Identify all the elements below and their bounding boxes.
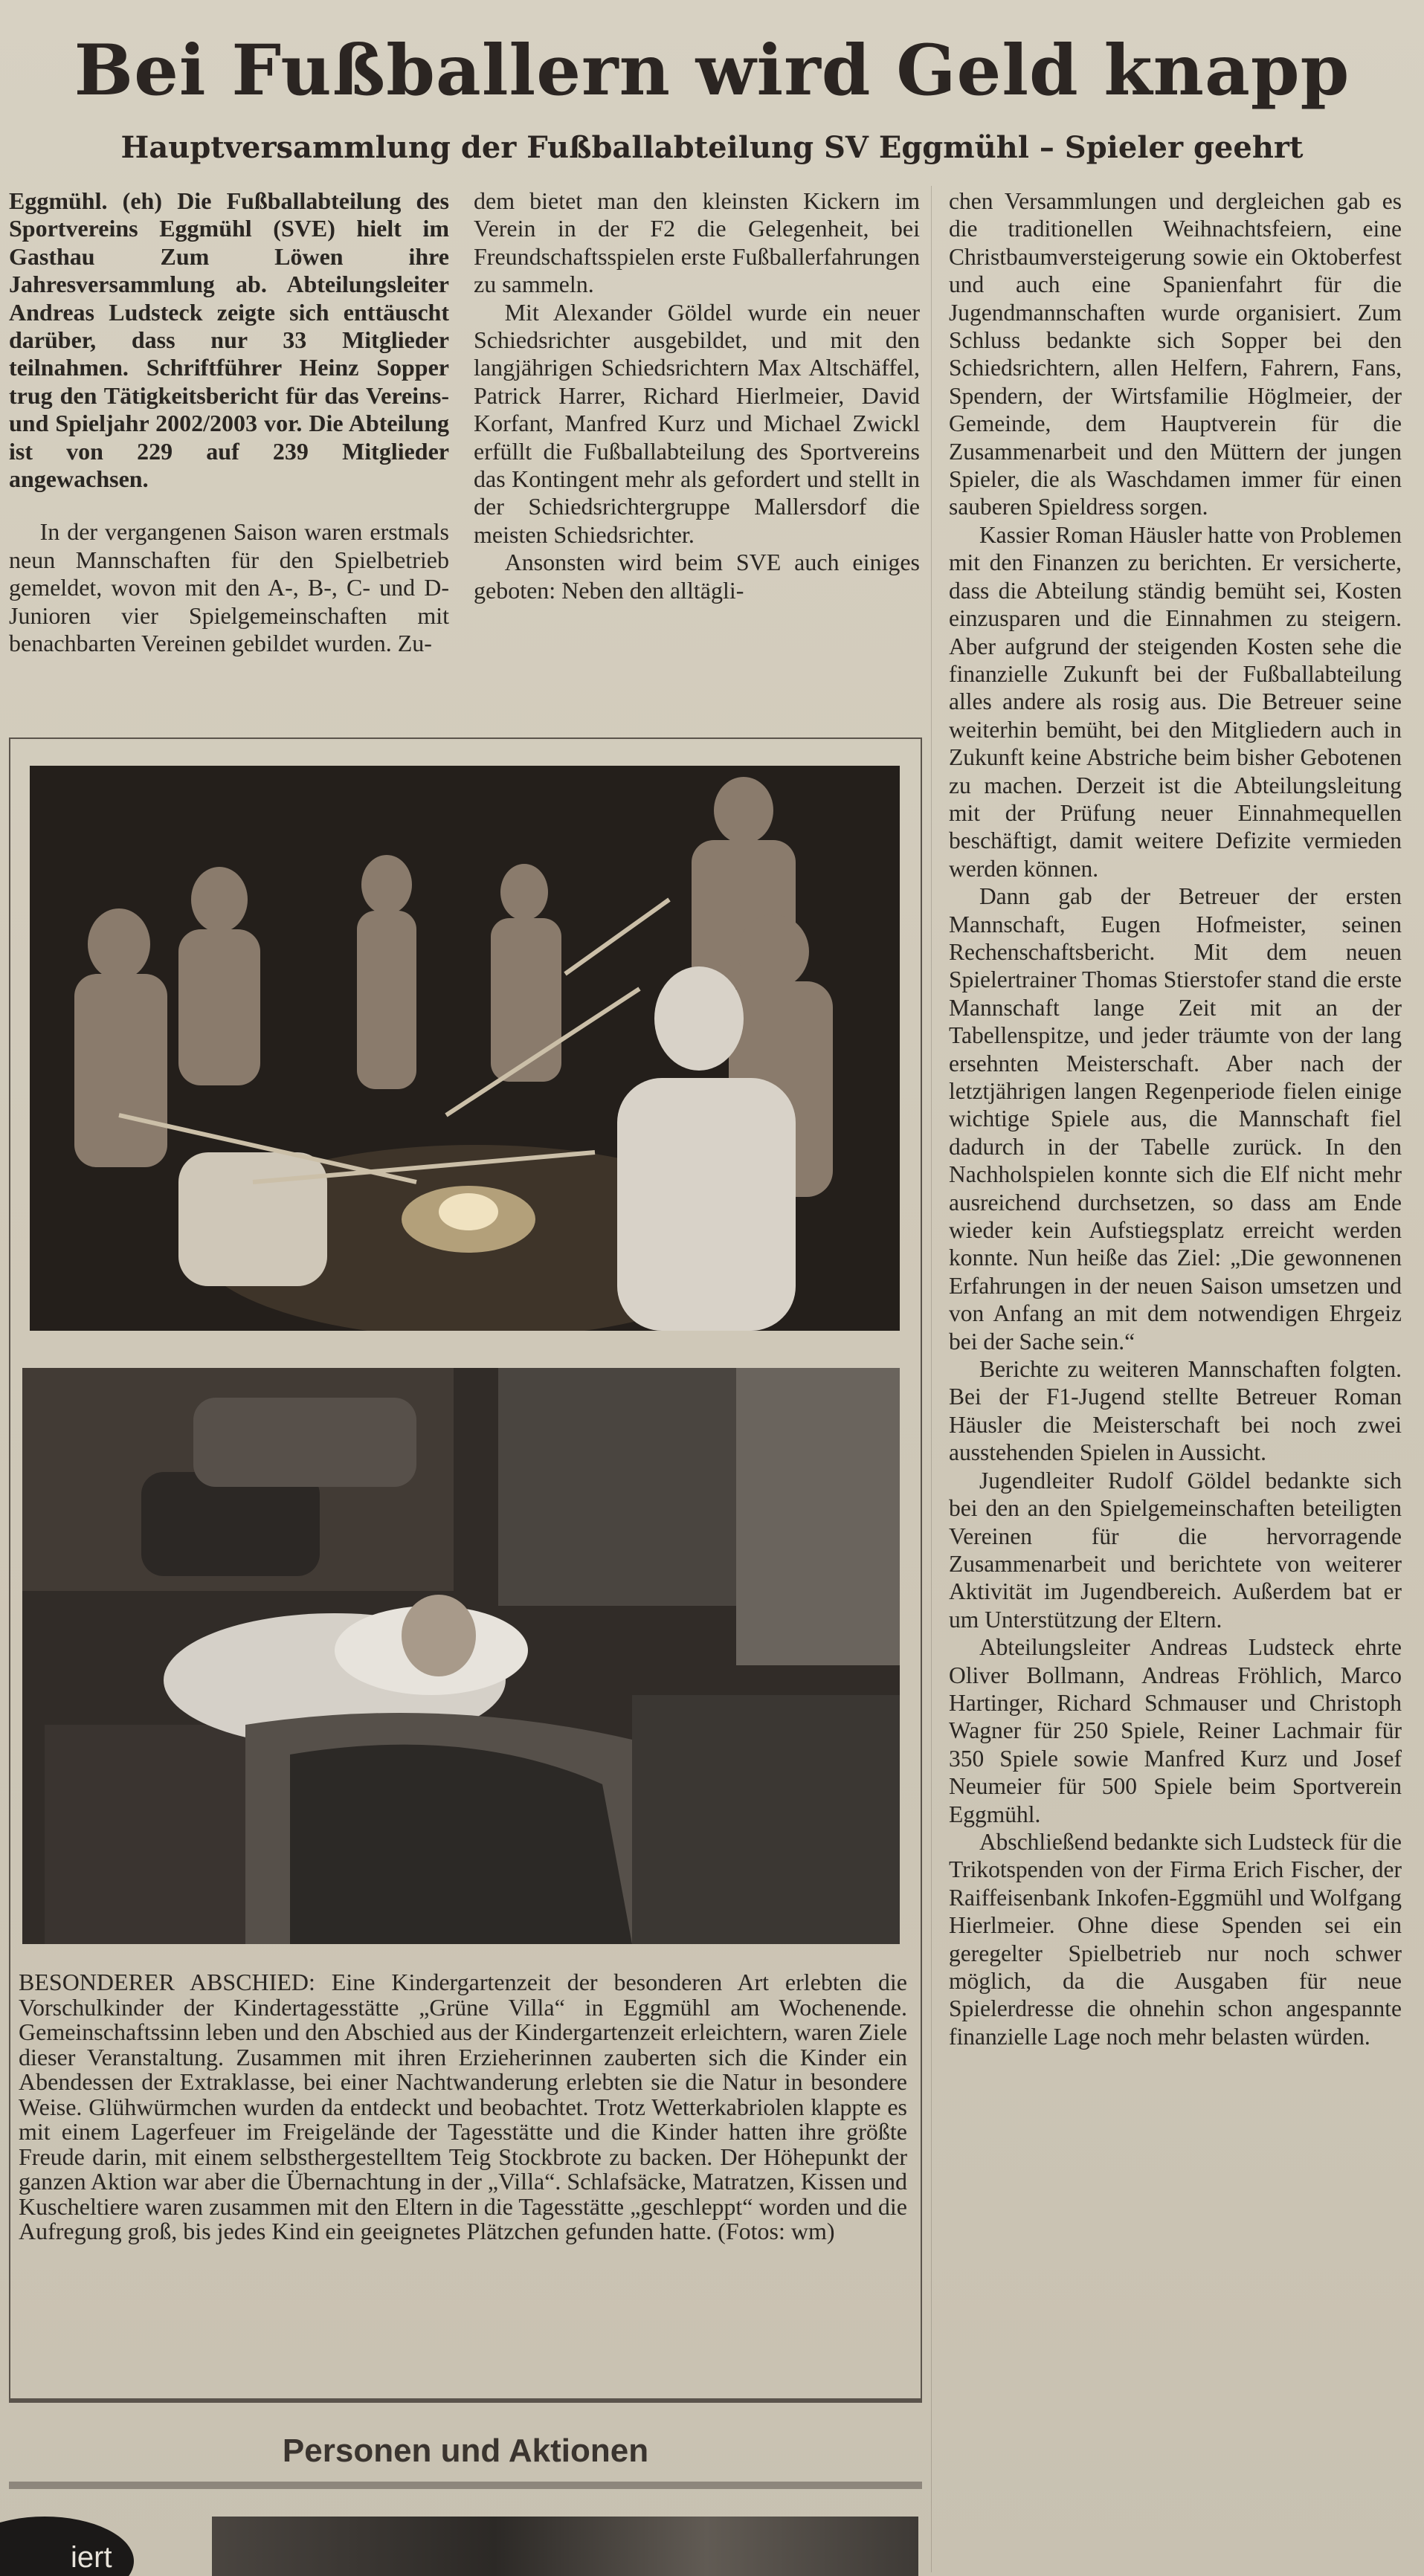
article-column-1	[9, 187, 449, 658]
article-column-2	[474, 187, 920, 604]
sleepover-photo	[22, 1368, 900, 1944]
article-paragraph: chen Versammlungen und dergleichen gab es die traditionellen Weihnachtsfeiern, eine Christbaumversteigerung sowie ein Oktoberfest und auch eine Spanienfahrt für die Jugendmannschaften wurde organisiert. Zum Schluss bedankte sich Sopper bei den Schiedsrichtern, allen Helfern, Fahrern, Fans, Spendern, der Wirtsfamilie Höglmeier, der Gemeinde, dem Hauptverein für die Zusammenarbeit und den Müttern der jungen Spieler, die als Waschdamen immer für einen sauberen Spieldress sorgen.	[949, 188, 1402, 520]
article-paragraph: Kassier Roman Häusler hatte von Problemen mit den Finanzen zu berichten. Er versicherte, dass die Abteilung ständig bemüht sei, Kosten einzusparen und die Einnahmen zu steigern. Aber aufgrund der steigenden Kosten sehe die finanzielle Zukunft bei der Fußballabteilung alles andere als rosig aus. Die Betreuer seine weiterhin bemüht, bei den Mitgliedern auch in Zukunft keine Abstriche beim bisher Gebotenen zu machen. Derzeit ist die Abteilungsleitung mit der Prüfung neuer Einnahmequellen beschäftigt, damit weitere Defizite vermieden werden können.	[949, 521, 1402, 882]
article-column-3	[949, 187, 1402, 2050]
article-subheadline: Hauptversammlung der Fußballabteilung SV Eggmühl – Spieler geehrt	[120, 130, 1304, 165]
article-paragraph: dem bietet man den kleinsten Kickern im Verein in der F2 die Gelegenheit, bei Freundschaftsspielen erste Fußballerfahrungen zu sammeln.	[474, 187, 920, 298]
article-headline: Bei Fußballern wird Geld knapp	[74, 30, 1350, 112]
article-paragraph: Mit Alexander Göldel wurde ein neuer Schiedsrichter ausgebildet, und mit den langjährigen Schiedsrichtern Max Altschäffel, Patrick Harrer, Richard Hierlmeier, David Korfant, Manfred Kurz und Michael Zwickl erfüllt die Fußballabteilung des Sportvereins das Kontingent mehr als gefordert und stellt in der Schiedsrichtergruppe Mallersdorf die meisten Schiedsrichter.	[474, 298, 920, 548]
column-divider	[931, 186, 932, 2572]
article-paragraph: Abteilungsleiter Andreas Ludsteck ehrte Oliver Bollmann, Andreas Fröhlich, Marco Hartinger, Richard Schmauser und Christoph Wagner für 250 Spiele, Reiner Lachmair für 350 Spiele sowie Manfred Kurz und Josef Neumeier für 500 Spiele beim Sportverein Eggmühl.	[949, 1634, 1402, 1827]
section-rule	[9, 2400, 922, 2403]
photo-caption: BESONDERER ABSCHIED: Eine Kindergartenzeit der besonderen Art erlebten die Vorschulkinder der Kindertagesstätte „Grüne Villa“ in Eggmühl am Wochenende. Gemeinschaftssinn leben und den Abschied aus der Kindergartenzeit erleichtern, waren Ziele dieser Veranstaltung. Zusammen mit ihren Erzieherinnen zauberten sich die Kinder ein Abendessen der Extraklasse, bei einer Nachtwanderung erlebten sie die Natur in besondere Weise. Glühwürmchen wurden da entdeckt und beobachtet. Trotz Wetterkabriolen klappte es mit einem Lagerfeuer im Freigelände der Tagesstätte und die Kinder hatten ihre größte Freude darin, mit einem selbsthergestelltem Teig Stockbrote zu backen. Der Höhepunkt der ganzen Aktion war aber die Übernachtung in der „Villa“. Schlafsäcke, Matratzen, Kissen und Kuscheltiere waren zusammen mit den Eltern in die Tagesstätte „geschleppt“ worden und die Aufregung groß, bis jedes Kind ein geeignetes Plätzchen gefunden hatte. (Fotos: wm)	[19, 1969, 907, 2244]
section-title: Personen und Aktionen	[282, 2433, 649, 2469]
article-paragraph: Dann gab der Betreuer der ersten Mannschaft, Eugen Hofmeister, seinen Rechenschaftsbericht. Mit dem neuen Spielertrainer Thomas Stierstofer stand die erste Mannschaft lange Zeit mit an der Tabellenspitze, und jeder träumte von der lang ersehnten Meisterschaft. Aber nach der letztjährigen langen Regenperiode fielen einige wichtige Spiele aus, die Mannschaft fiel dadurch in der Tabelle zurück. In den Nachholspielen konnte sich die Elf nicht mehr ausreichend durchsetzen, so dass am Ende wieder kein Aufstiegsplatz erreicht werden konnte. Nun heiße das Ziel: „Die gewonnenen Erfahrungen in der neuen Saison umsetzen und von Anfang an mit dem notwendigen Ehrgeiz bei der Sache sein.“	[949, 883, 1402, 1355]
article-paragraph: Ansonsten wird beim SVE auch einiges geboten: Neben den alltägli-	[474, 549, 920, 604]
campfire-photo	[30, 766, 900, 1331]
article-paragraph: Abschließend bedankte sich Ludsteck für die Trikotspenden von der Firma Erich Fischer, der Raiffeisenbank Inkofen-Eggmühl und Wolfgang Hierlmeier. Ohne diese Spenden sei ein geregelter Spielbetrieb nur noch schwer möglich, da die Ausgaben für neue Spielerdresse die ohnehin schon angespannte finanzielle Lage noch mehr belasten würden.	[949, 1828, 1402, 2050]
article-lead: Eggmühl. (eh) Die Fußballabteilung des Sportvereins Eggmühl (SVE) hielt im Gasthau Zum Löwen ihre Jahresversammlung ab. Abteilungsleiter Andreas Ludsteck zeigte sich enttäuscht darüber, dass nur 33 Mitglieder teilnahmen. Schriftführer Heinz Sopper trug den Tätigkeitsbericht für das Vereins- und Spieljahr 2002/2003 vor. Die Abteilung ist von 229 auf 239 Mitglieder angewachsen.	[9, 187, 449, 493]
section-bar	[9, 2482, 922, 2489]
adjacent-thumb-text: iert	[71, 2541, 112, 2574]
adjacent-article-photo	[212, 2517, 918, 2576]
adjacent-logo-shape	[0, 2517, 134, 2576]
article-paragraph: Berichte zu weiteren Mannschaften folgten. Bei der F1-Jugend stellte Betreuer Roman Häusler die Meisterschaft bei noch zwei ausstehenden Spielen in Aussicht.	[949, 1356, 1402, 1466]
article-paragraph: In der vergangenen Saison waren erstmals neun Mannschaften für den Spielbetrieb gemeldet, wovon mit den A-, B-, C- und D-Junioren vier Spielgemeinschaften mit benachbarten Vereinen gebildet wurden. Zu-	[9, 518, 449, 657]
article-paragraph: Jugendleiter Rudolf Göldel bedankte sich bei den an den Spielgemeinschaften beteiligten Vereinen für die hervorragende Zusammenarbeit und berichtete von weiterer Aktivität im Jugendbereich. Außerdem bat er um Unterstützung der Eltern.	[949, 1467, 1402, 1633]
